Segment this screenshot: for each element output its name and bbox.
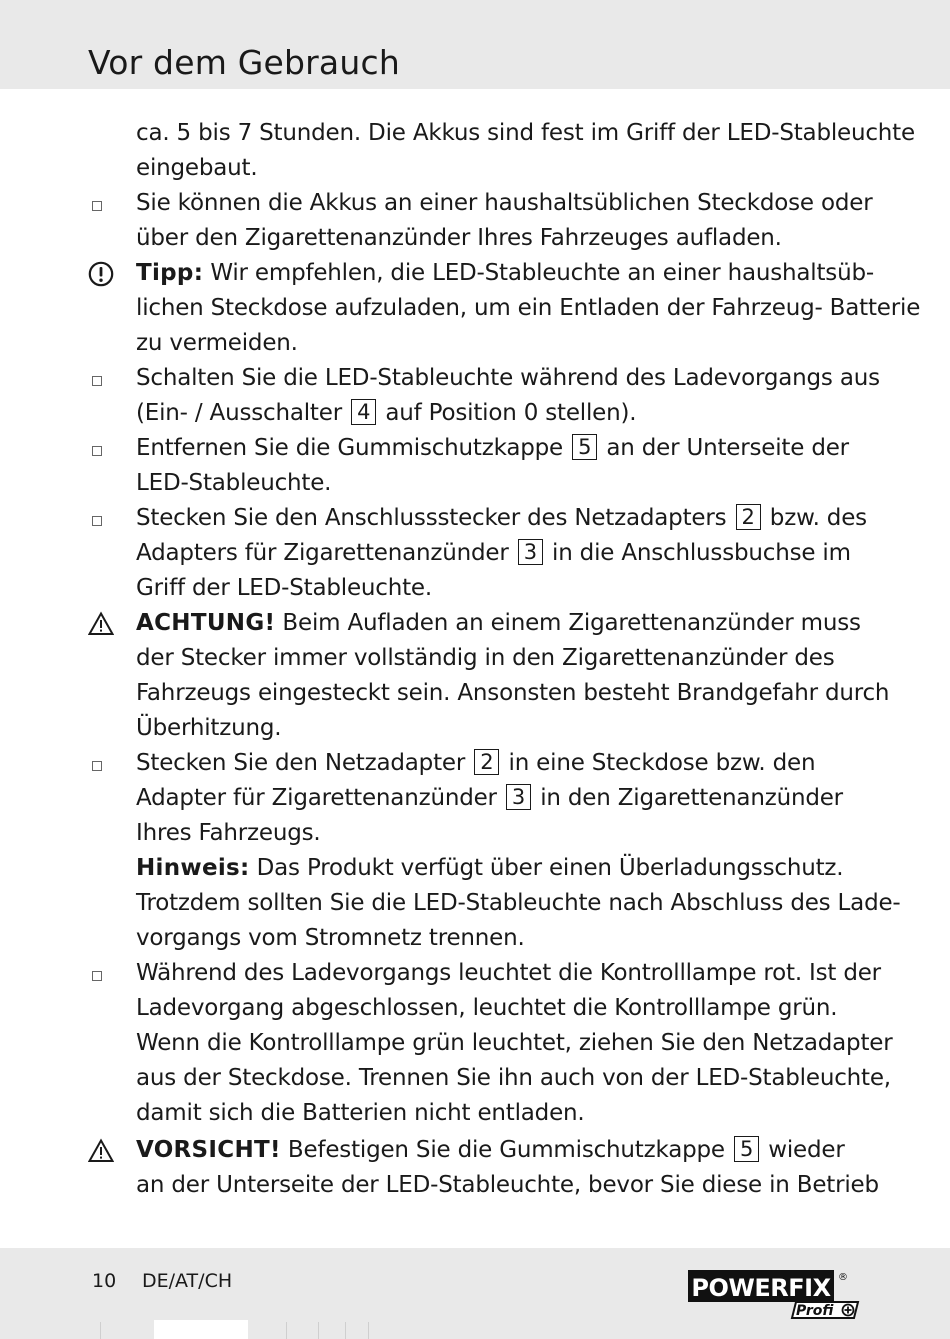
- caution-label: VORSICHT!: [136, 1137, 281, 1163]
- tip-line: [136, 256, 874, 291]
- part-ref: 5: [734, 1136, 759, 1162]
- text-span: Stecken Sie den Netzadapter: [136, 750, 473, 776]
- text-span: Entfernen Sie die Gummischutzkappe: [136, 435, 571, 461]
- text-line: Überhitzung.: [136, 715, 282, 741]
- checkbox-bullet-icon: [92, 516, 102, 526]
- part-ref: 5: [572, 434, 597, 460]
- text-line: lichen Steckdose aufzuladen, um ein Entladen der Fahrzeug- Batterie: [136, 295, 921, 321]
- note-line: [136, 851, 843, 886]
- text-line: ca. 5 bis 7 Stunden. Die Akkus sind fest im Griff der LED-Stableuchte: [136, 120, 915, 146]
- text-span: an der Unterseite der: [599, 435, 849, 461]
- text-line: LED-Stableuchte.: [136, 470, 332, 496]
- text-line: Trotzdem sollten Sie die LED-Stableuchte nach Abschluss des Lade-: [136, 890, 901, 916]
- text-span: Adapter für Zigarettenanzünder: [136, 785, 504, 811]
- text-span: bzw. des: [762, 505, 867, 531]
- footer-strip-tick: [345, 1322, 346, 1339]
- part-ref: 3: [518, 539, 543, 565]
- text-line: eingebaut.: [136, 155, 258, 181]
- logo-main-text: POWERFIX: [691, 1274, 831, 1302]
- text-line: der Stecker immer vollständig in den Zigarettenanzünder des: [136, 645, 835, 671]
- text-line: Fahrzeugs eingesteckt sein. Ansonsten besteht Brandgefahr durch: [136, 680, 890, 706]
- part-ref: 2: [736, 504, 761, 530]
- text-span: wieder: [761, 1137, 845, 1163]
- text-span: Das Produkt verfügt über einen Überladungsschutz.: [249, 855, 844, 881]
- part-ref: 2: [474, 749, 499, 775]
- checkbox-bullet-icon: [92, 376, 102, 386]
- text-span: Adapters für Zigarettenanzünder: [136, 540, 516, 566]
- language-code: DE/AT/CH: [142, 1270, 233, 1292]
- footer-strip-tick: [286, 1322, 287, 1339]
- warning-line: [136, 606, 861, 641]
- text-line: Wenn die Kontrolllampe grün leuchtet, ziehen Sie den Netzadapter: [136, 1030, 893, 1056]
- text-line: zu vermeiden.: [136, 330, 298, 356]
- text-span: Stecken Sie den Anschlussstecker des Netzadapters: [136, 505, 734, 531]
- text-line: an der Unterseite der LED-Stableuchte, bevor Sie diese in Betrieb: [136, 1172, 879, 1198]
- text-line: Griff der LED-Stableuchte.: [136, 575, 432, 601]
- text-line: Schalten Sie die LED-Stableuchte während des Ladevorgangs aus: [136, 365, 880, 391]
- exclamation-circle-icon: [88, 261, 114, 287]
- page-number: 10: [92, 1270, 117, 1292]
- part-ref: 3: [506, 784, 531, 810]
- tip-label: Tipp:: [136, 260, 204, 286]
- checkbox-bullet-icon: [92, 446, 102, 456]
- text-line: [136, 431, 849, 466]
- part-ref: 4: [351, 399, 376, 425]
- text-span: auf Position 0 stellen).: [378, 400, 637, 426]
- text-span: Beim Aufladen an einem Zigarettenanzünder muss: [275, 610, 861, 636]
- text-line: vorgangs vom Stromnetz trennen.: [136, 925, 525, 951]
- warning-triangle-icon: [88, 1138, 114, 1164]
- page-title: Vor dem Gebrauch: [88, 43, 400, 82]
- text-line: [136, 536, 851, 571]
- footer-strip-tick: [318, 1322, 319, 1339]
- text-line: Sie können die Akkus an einer haushaltsüblichen Steckdose oder: [136, 190, 873, 216]
- text-span: Wir empfehlen, die LED-Stableuchte an einer haushaltsüb-: [203, 260, 874, 286]
- text-line: [136, 501, 867, 536]
- footer-strip-mark: [154, 1320, 248, 1339]
- text-line: [136, 746, 815, 781]
- logo-sub-text: Profi: [796, 1303, 834, 1319]
- powerfix-logo: [688, 1268, 860, 1322]
- logo-registered-mark: ®: [838, 1272, 848, 1283]
- text-line: über den Zigarettenanzünder Ihres Fahrzeuges aufladen.: [136, 225, 782, 251]
- footer-strip-tick: [368, 1322, 369, 1339]
- caution-line: [136, 1133, 845, 1168]
- footer-strip-tick: [100, 1322, 101, 1339]
- page-header: [0, 0, 950, 89]
- text-line: Während des Ladevorgangs leuchtet die Kontrolllampe rot. Ist der: [136, 960, 881, 986]
- text-line: damit sich die Batterien nicht entladen.: [136, 1100, 585, 1126]
- warning-label: ACHTUNG!: [136, 610, 276, 636]
- text-span: Befestigen Sie die Gummischutzkappe: [280, 1137, 732, 1163]
- text-line: [136, 781, 843, 816]
- text-line: aus der Steckdose. Trennen Sie ihn auch von der LED-Stableuchte,: [136, 1065, 891, 1091]
- text-span: in die Anschlussbuchse im: [544, 540, 851, 566]
- text-span: in den Zigarettenanzünder: [533, 785, 843, 811]
- text-span: (Ein- / Ausschalter: [136, 400, 350, 426]
- text-span: in eine Steckdose bzw. den: [501, 750, 816, 776]
- note-label: Hinweis:: [136, 855, 250, 881]
- text-line: Ladevorgang abgeschlossen, leuchtet die Kontrolllampe grün.: [136, 995, 838, 1021]
- checkbox-bullet-icon: [92, 971, 102, 981]
- text-line: Ihres Fahrzeugs.: [136, 820, 321, 846]
- text-line: [136, 396, 636, 431]
- warning-triangle-icon: [88, 611, 114, 637]
- checkbox-bullet-icon: [92, 761, 102, 771]
- checkbox-bullet-icon: [92, 201, 102, 211]
